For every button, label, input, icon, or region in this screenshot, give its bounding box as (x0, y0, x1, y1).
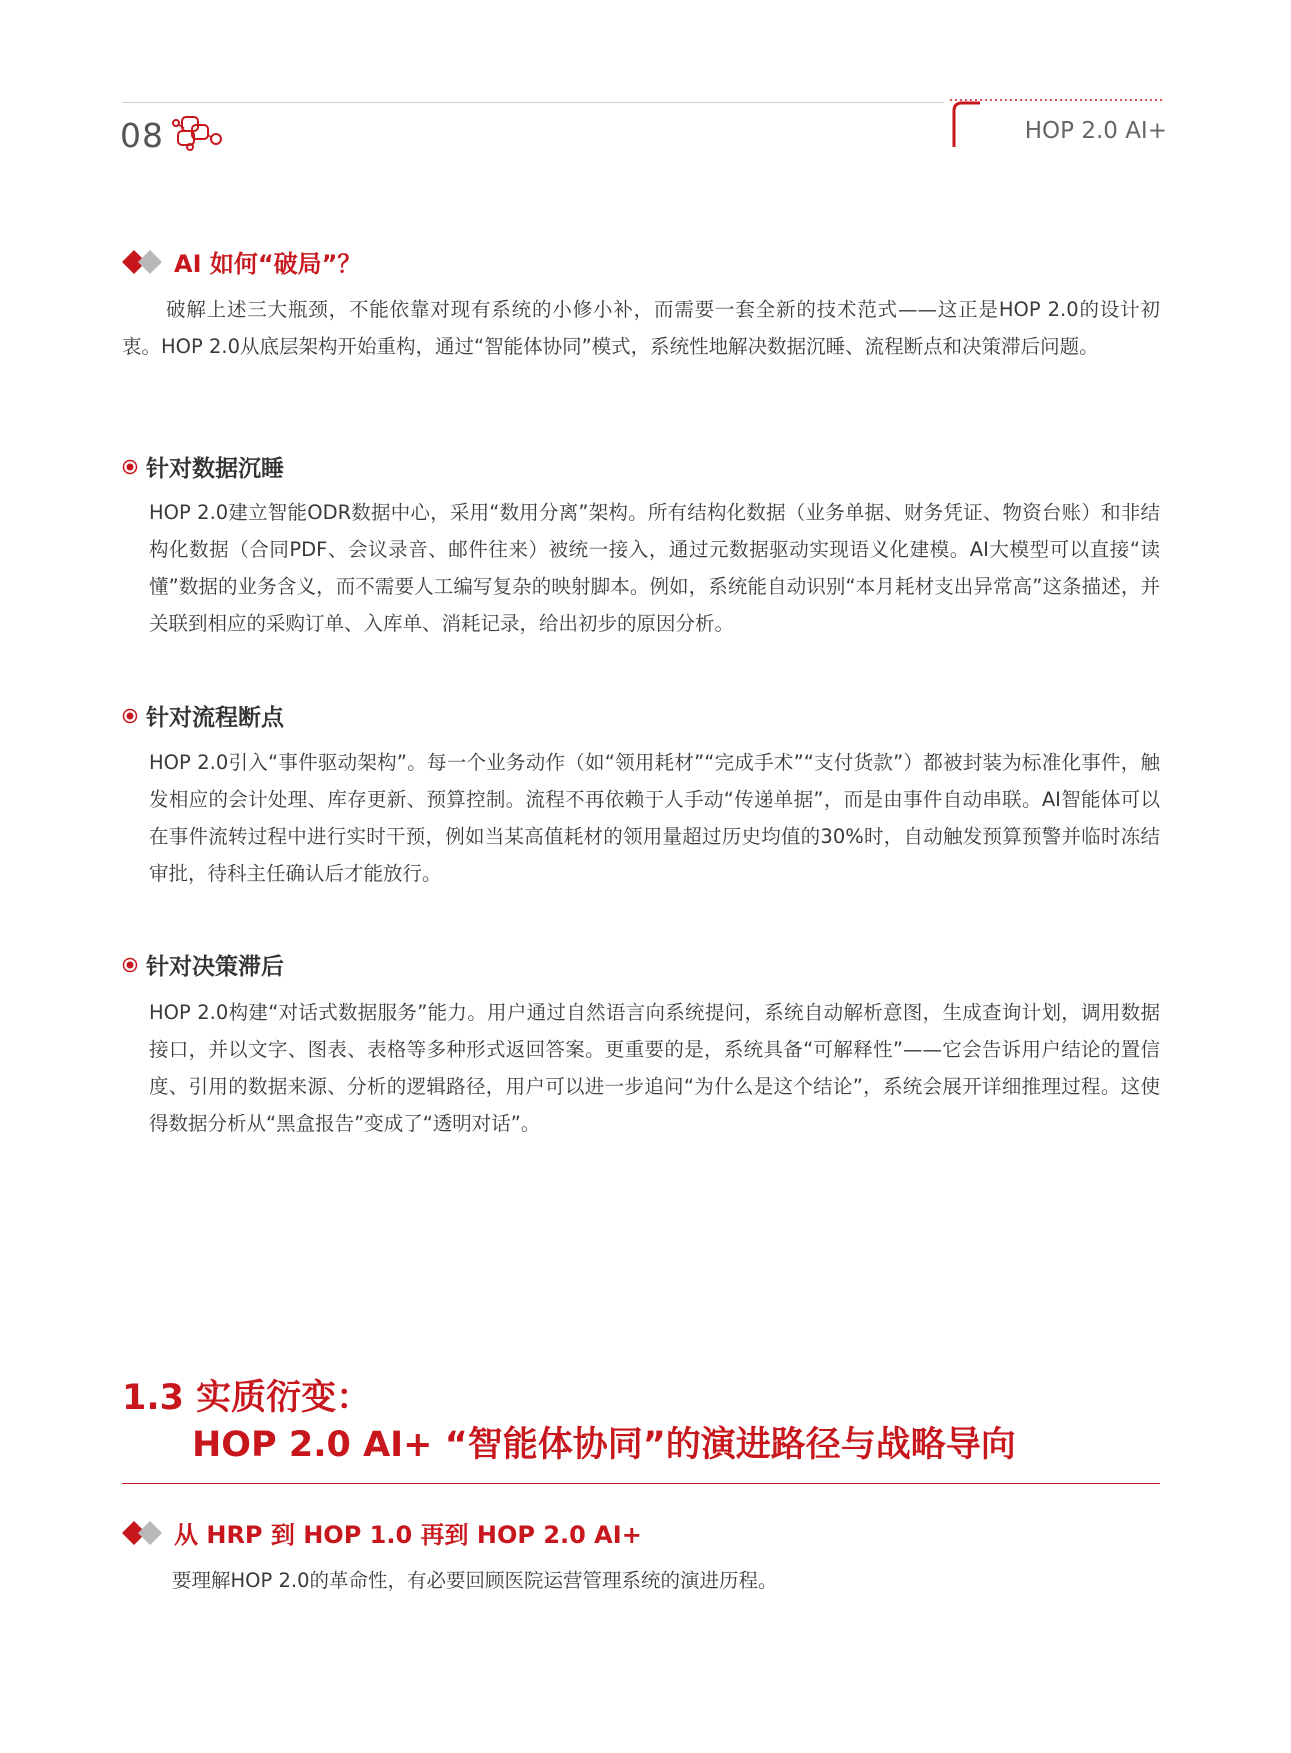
diamond-bullet-icon (120, 1519, 166, 1547)
target-bullet-icon (122, 957, 138, 973)
chapter-title (122, 1375, 1016, 1469)
section-heading-text: AI 如何“破局”？ (174, 250, 362, 278)
subsection-body: HOP 2.0引入“事件驱动架构”。每一个业务动作（如“领用耗材”“完成手术”“支付货款”）都被封装为标准化事件，触发相应的会计处理、库存更新、预算控制。流程不再依赖于人手动“传递单据”，而是由事件自动串联。AI智能体可以在事件流转过程中进行实时干预，例如当某高值耗材的领用量超过历史均值的30%时，自动触发预算预警并临时冻结审批，待科主任确认后才能放行。 (149, 751, 1160, 885)
chapter-rule (122, 1483, 1160, 1484)
document-title: HOP 2.0 AI+ (1024, 118, 1167, 144)
subsection-title: 针对决策滞后 (146, 954, 284, 980)
header-rule (122, 102, 944, 103)
subsection-heading (122, 450, 284, 483)
chapter-title-line1: 1.3 实质衍变： (122, 1378, 372, 1418)
section-intro-paragraph: 要理解HOP 2.0的革命性，有必要回顾医院运营管理系统的演进历程。 (172, 1569, 778, 1592)
subsection-heading (122, 948, 284, 981)
section-heading-text: 从 HRP 到 HOP 1.0 再到 HOP 2.0 AI+ (174, 1521, 642, 1549)
target-bullet-icon (122, 708, 138, 724)
subsection-body: HOP 2.0构建“对话式数据服务”能力。用户通过自然语言向系统提问，系统自动解析意图，生成查询计划，调用数据接口，并以文字、图表、表格等多种形式返回答案。更重要的是，系统具备“可解释性”——它会告诉用户结论的置信度、引用的数据来源、分析的逻辑路径，用户可以进一步追问“为什么是这个结论”，系统会展开详细推理过程。这使得数据分析从“黑盒报告”变成了“透明对话”。 (149, 1001, 1160, 1135)
subsection-body: HOP 2.0建立智能ODR数据中心，采用“数用分离”架构。所有结构化数据（业务单据、财务凭证、物资台账）和非结构化数据（合同PDF、会议录音、邮件往来）被统一接入，通过元数据驱动实现语义化建模。AI大模型可以直接“读懂”数据的业务含义，而不需要人工编写复杂的映射脚本。例如，系统能自动识别“本月耗材支出异常高”这条描述，并关联到相应的采购订单、入库单、消耗记录，给出初步的原因分析。 (149, 501, 1160, 635)
page-number: 08 (120, 116, 164, 155)
section-intro-paragraph: 破解上述三大瓶颈，不能依靠对现有系统的小修小补，而需要一套全新的技术范式——这正是HOP 2.0的设计初衷。HOP 2.0从底层架构开始重构，通过“智能体协同”模式，系统性地解决数据沉睡、流程断点和决策滞后问题。 (122, 298, 1160, 358)
subsection-title: 针对流程断点 (146, 705, 284, 731)
target-bullet-icon (122, 459, 138, 475)
section-heading (120, 1515, 642, 1550)
network-logo-icon (170, 113, 224, 153)
subsection-title: 针对数据沉睡 (146, 456, 284, 482)
section-heading (120, 244, 361, 279)
diamond-bullet-icon (120, 248, 166, 276)
chapter-title-line2: HOP 2.0 AI+ “智能体协同”的演进路径与战略导向 (192, 1425, 1016, 1465)
subsection-heading (122, 699, 284, 732)
